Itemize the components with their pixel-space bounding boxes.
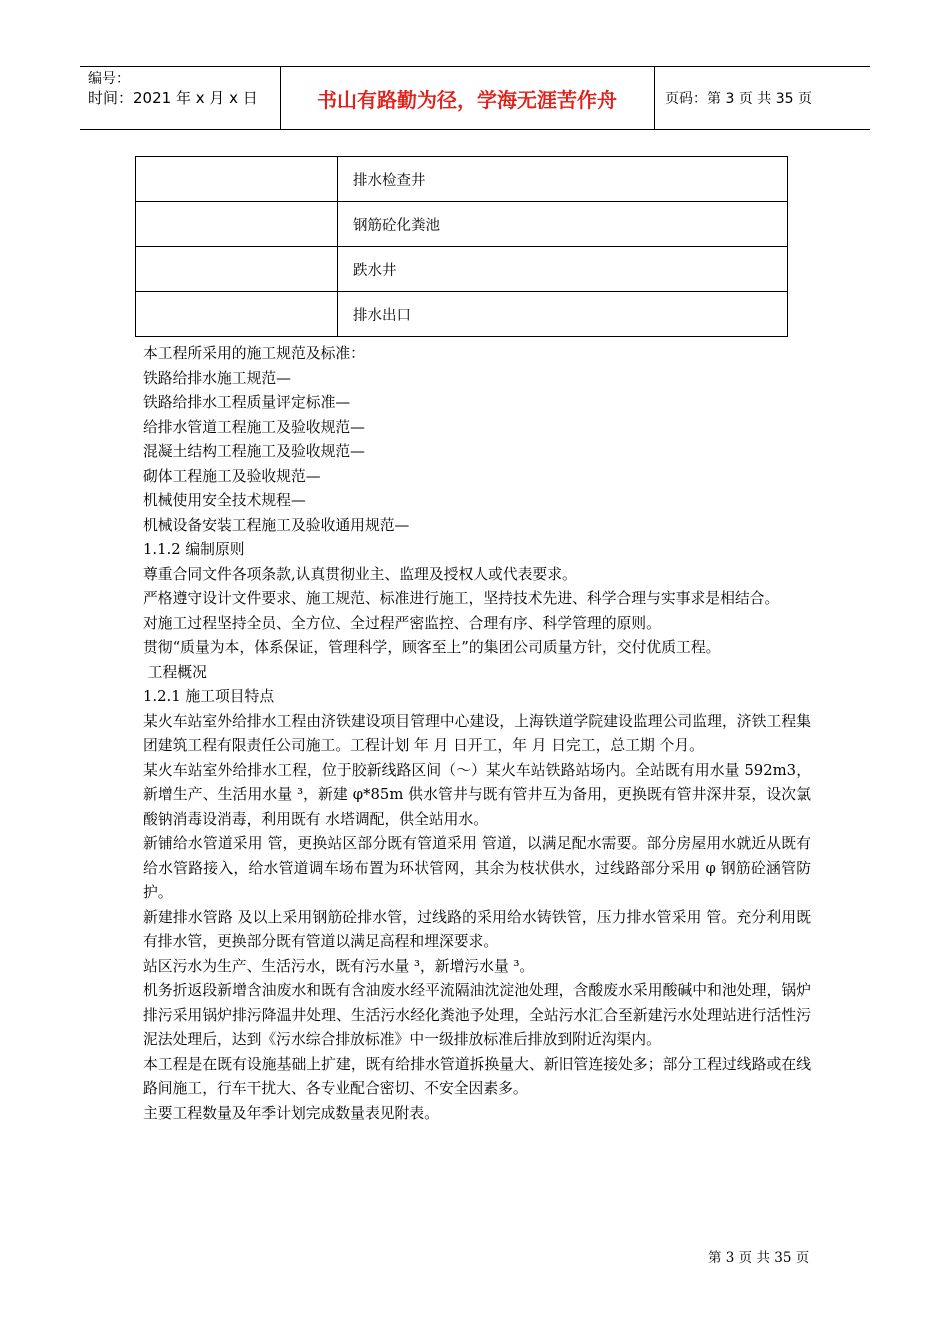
paragraph: 本工程是在既有设施基础上扩建，既有给排水管道拆换量大、新旧管连接处多；部分工程过线路或在线路间施工，行车干扰大、各专业配合密切、不安全因素多。	[143, 1055, 811, 1097]
section-heading: 1.2.1 施工项目特点	[143, 688, 275, 705]
paragraph: 本工程所采用的施工规范及标准：	[143, 345, 365, 362]
paragraph: 站区污水为生产、生活污水，既有污水量 ³，新增污水量 ³。	[143, 957, 535, 975]
table-cell	[136, 247, 338, 292]
table-cell: 排水检查井	[338, 157, 788, 202]
header-meta	[80, 67, 281, 129]
table-cell: 钢筋砼化粪池	[338, 202, 788, 247]
table-row	[136, 292, 788, 337]
paragraph: 砌体工程施工及验收规范—	[143, 467, 321, 485]
table-cell: 排水出口	[338, 292, 788, 337]
paragraph: 尊重合同文件各项条款,认真贯彻业主、监理及授权人或代表要求。	[143, 565, 577, 583]
document-body	[143, 342, 811, 1126]
paragraph: 贯彻“质量为本，体系保证，管理科学，顾客至上”的集团公司质量方针，交付优质工程。	[143, 639, 721, 656]
table-cell	[136, 157, 338, 202]
paragraph: 给排水管道工程施工及验收规范—	[143, 418, 365, 436]
table-row	[136, 157, 788, 202]
section-heading: 1.1.2 编制原则	[143, 541, 245, 558]
table-cell	[136, 292, 338, 337]
header-page-label: 页码：第 3 页 共 35 页	[665, 91, 812, 107]
paragraph: 某火车站室外给排水工程由济铁建设项目管理中心建设，上海铁道学院建设监理公司监理，济铁工程集团建筑工程有限责任公司施工。工程计划 年 月 日开工，年 月 日完工，总工期 个月。	[143, 712, 811, 754]
paragraph: 机械使用安全技术规程—	[143, 492, 306, 509]
facility-table	[135, 156, 788, 337]
paragraph: 主要工程数量及年季计划完成数量表见附表。	[143, 1104, 439, 1122]
paragraph: 严格遵守设计文件要求、施工规范、标准进行施工，坚持技术先进、科学合理与实事求是相结合。	[143, 590, 780, 607]
page-header	[80, 66, 870, 130]
paragraph: 铁路给排水工程质量评定标准—	[143, 394, 351, 411]
time-label: 时间：2021 年 x 月 x 日	[88, 89, 258, 107]
paragraph: 新建排水管路 及以上采用钢筋砼排水管，过线路的采用给水铸铁管，压力排水管采用 管。充分利用既有排水管，更换部分既有管道以满足高程和埋深要求。	[143, 908, 811, 950]
paragraph: 铁路给排水施工规范—	[143, 369, 291, 387]
table-cell	[136, 202, 338, 247]
table-row	[136, 202, 788, 247]
table-cell: 跌水井	[338, 247, 788, 292]
paragraph: 机械设备安装工程施工及验收通用规范—	[143, 516, 410, 534]
page-footer: 第 3 页 共 35 页	[708, 1250, 810, 1266]
paragraph: 机务折返段新增含油废水和既有含油废水经平流隔油沈淀池处理，含酸废水采用酸碱中和池处理，锅炉排污采用锅炉排污降温井处理、生活污水经化粪池予处理，全站污水汇合至新建污水处理站进行活性污泥法处理后，达到《污水综合排放标准》中一级排放标准后排放到附近沟渠内。	[143, 982, 811, 1048]
header-motto: 书山有路勤为径，学海无涯苦作舟	[280, 67, 655, 129]
table-row	[136, 247, 788, 292]
section-heading: 工程概况	[143, 663, 207, 681]
paragraph: 某火车站室外给排水工程，位于胶新线路区间（～）某火车站铁路站场内。全站既有用水量 592m3，新增生产、生活用水量 ³，新建 φ*85m 供水管井与既有管井互为备用，更换既有管井深井泵，设次氯酸钠消毒设消毒，利用既有 水塔调配，供全站用水。	[143, 761, 811, 828]
number-label: 编号：	[88, 71, 130, 87]
paragraph: 混凝土结构工程施工及验收规范—	[143, 443, 365, 460]
paragraph: 新铺给水管道采用 管，更换站区部分既有管道采用 管道，以满足配水需要。部分房屋用水就近从既有给水管路接入，给水管道调车场布置为环状管网，其余为枝状供水，过线路部分采用 φ 钢筋砼涵管防护。	[143, 835, 811, 901]
paragraph: 对施工过程坚持全员、全方位、全过程严密监控、合理有序、科学管理的原则。	[143, 614, 661, 632]
